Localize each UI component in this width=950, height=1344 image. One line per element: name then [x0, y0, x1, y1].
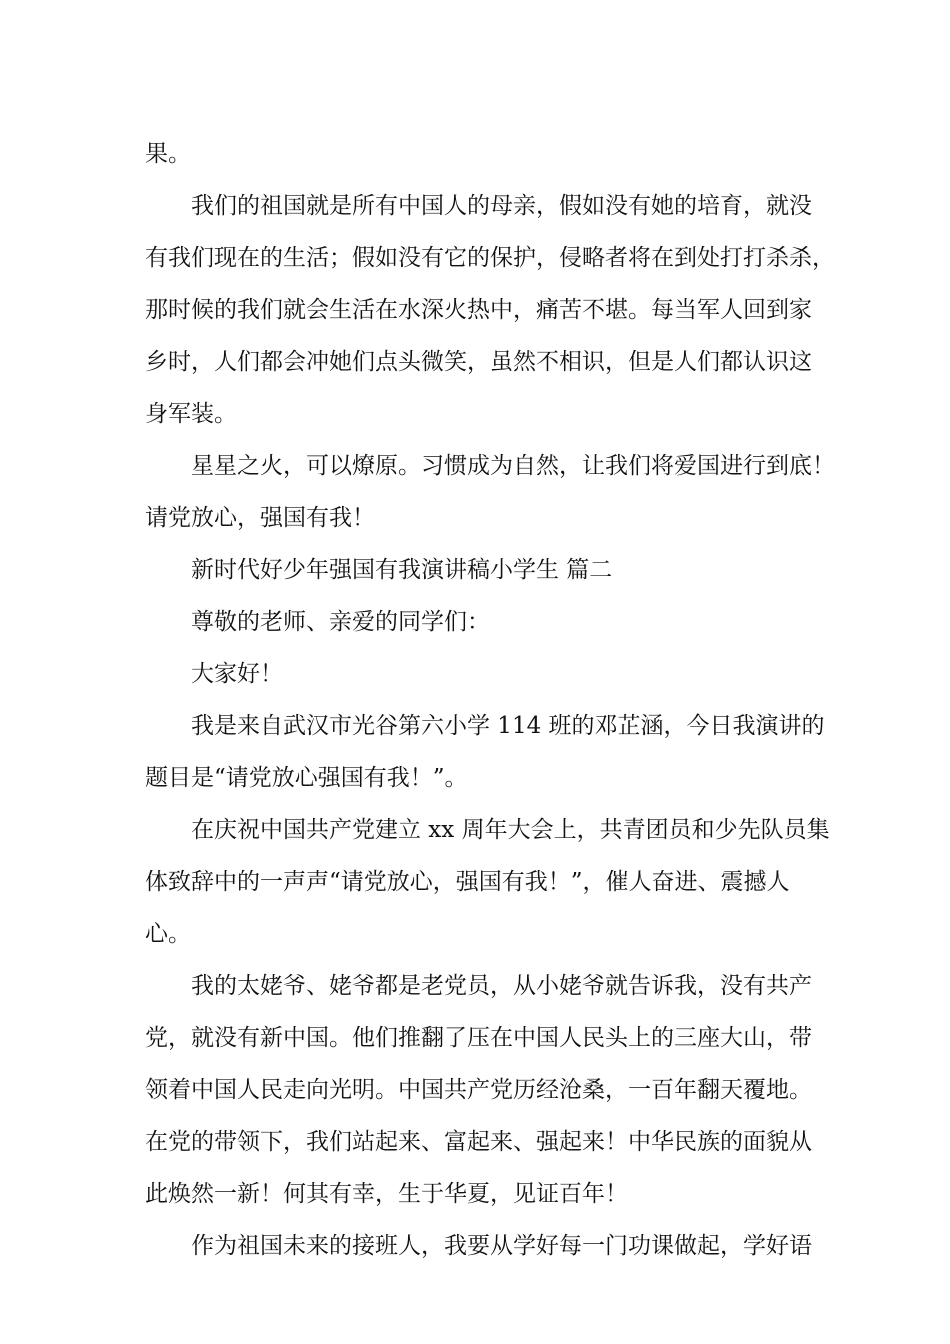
text-line: 我是来自武汉市光谷第六小学 114 班的邓芷涵，今日我演讲的 — [191, 713, 825, 739]
text-line: 领着中国人民走向光明。中国共产党历经沧桑，一百年翻天覆地。 — [145, 1077, 812, 1103]
section-heading: 新时代好少年强国有我演讲稿小学生 篇二 — [191, 557, 613, 583]
text-line: 乡时，人们都会冲她们点头微笑，虽然不相识，但是人们都认识这 — [145, 349, 812, 375]
text-line: 在党的带领下，我们站起来、富起来、强起来！中华民族的面貌从 — [145, 1129, 812, 1155]
text-line: 我的太姥爷、姥爷都是老党员，从小姥爷就告诉我，没有共产 — [191, 973, 812, 999]
text-line: 此焕然一新！何其有幸，生于华夏，见证百年！ — [145, 1181, 628, 1207]
text-line: 作为祖国未来的接班人，我要从学好每一门功课做起，学好语 — [191, 1233, 812, 1259]
text-line: 我们的祖国就是所有中国人的母亲，假如没有她的培育，就没 — [191, 193, 812, 219]
text-line: 在庆祝中国共产党建立 xx 周年大会上，共青团员和少先队员集 — [191, 817, 830, 843]
text-line: 那时候的我们就会生活在水深火热中，痛苦不堪。每当军人回到家 — [145, 297, 812, 323]
document-body — [145, 128, 835, 1272]
text-line: 心。 — [145, 921, 191, 947]
text-line: 有我们现在的生活；假如没有它的保护，侵略者将在到处打打杀杀， — [145, 245, 835, 271]
text-line: 题目是“请党放心强国有我！”。 — [145, 765, 468, 791]
text-line: 体致辞中的一声声“请党放心，强国有我！”，催人奋进、震撼人 — [145, 869, 790, 895]
text-line: 请党放心，强国有我！ — [145, 505, 375, 531]
text-line: 果。 — [145, 141, 191, 167]
greeting: 大家好！ — [191, 661, 283, 687]
text-line: 党，就没有新中国。他们推翻了压在中国人民头上的三座大山，带 — [145, 1025, 812, 1051]
text-line: 星星之火，可以燎原。习惯成为自然，让我们将爱国进行到底！ — [191, 453, 835, 479]
text-line: 身军装。 — [145, 401, 237, 427]
salutation: 尊敬的老师、亲爱的同学们： — [191, 609, 490, 635]
